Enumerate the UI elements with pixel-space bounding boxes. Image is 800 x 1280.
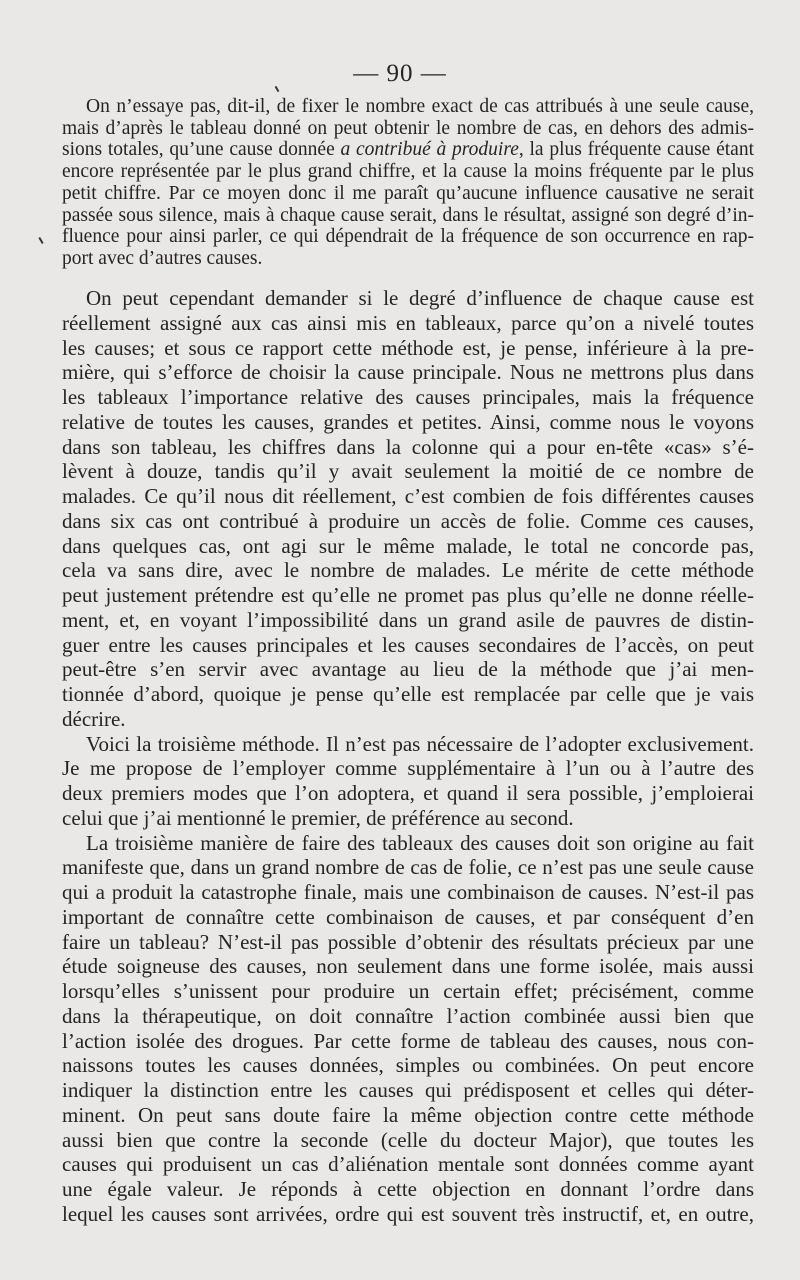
text-line: mais d’après le tableau donné on peut obtenir le nombre de cas, en dehors des admis- [62,117,754,139]
text-line: On n’essaye pas, dit-il, de fixer le nombre exact de cas attribués à une seule cause, [86,96,754,117]
text-line: naissons toutes les causes données, simples ou combinées. On peut encore [62,1053,754,1078]
text-line: relative de toutes les causes, grandes et petites. Ainsi, comme nous le voyons [62,409,754,434]
text-line: dans la thérapeutique, on doit connaître l’action combinée aussi bien que [62,1003,754,1028]
text-line: causes qui produisent un cas d’aliénation mentale sont données comme ayant [62,1152,754,1177]
text-line: manifeste que, dans un grand nombre de cas de folie, ce n’est pas une seule cause [62,855,754,880]
text-line: indiquer la distinction entre les causes qui prédisposent et celles qui déter- [62,1078,754,1102]
text-line: petit chiffre. Par ce moyen donc il me paraît qu’aucune influence causative ne serait [62,182,754,204]
text-line: deux premiers modes que l’on adoptera, et quand il sera possible, j’emploierai [62,781,754,805]
text-line: celui que j’ai mentionné le premier, de préférence au second. [62,805,574,830]
text-line: cela va sans dire, avec le nombre de malades. Le mérite de cette méthode [62,558,754,583]
text-line: peut-être s’en servir avec avantage au lieu de la méthode que j’ai men- [62,657,754,682]
text-line: faire un tableau? N’est-il pas possible d’obtenir des résultats précieux par une [62,929,754,954]
text-line: Je me propose de l’employer comme supplémentaire à l’un ou à l’autre des [62,756,754,781]
text-line: décrire. [62,706,126,731]
text-line: fluence pour ainsi parler, ce qui dépendrait de la fréquence de son occurrence en rap- [62,226,754,248]
text-line: Voici la troisième méthode. Il n’est pas nécessaire de l’adopter exclusivement. [86,731,754,756]
text-line: dans quelques cas, ont agi sur le même malade, le total ne concorde pas, [62,533,754,558]
text-fragment: sions totales, qu’une cause donnée a contribué à produire, la plus fréquente cause étant [62,139,754,161]
text-line [62,139,754,161]
text-line: mière, qui s’efforce de choisir la cause principale. Nous ne mettrons plus dans [62,360,754,385]
text-line: passée sous silence, mais à chaque cause serait, dans le résultat, assigné son degré d’in- [62,204,754,226]
ink-mark [38,237,43,244]
text-line: La troisième manière de faire des tableaux des causes doit son origine au fait [86,830,754,855]
text-line: dans son tableau, les chiffres dans la colonne qui a pour en-tête «cas» s’é- [62,434,754,459]
text-line: les tableaux l’importance relative des causes principales, mais la fréquence [62,385,754,409]
text-line: important de connaître cette combinaison de causes, et par conséquent d’en [62,904,754,929]
text-line: l’action isolée des drogues. Par cette forme de tableau des causes, nous con- [62,1028,754,1053]
text-line: réellement assigné aux cas ainsi mis en tableaux, parce qu’on a nivelé toutes [62,310,754,335]
text-line: lèvent à douze, tandis qu’il y avait seulement la moitié de ce nombre de [62,459,754,484]
italic-phrase: a contribué à produire [340,139,519,161]
main-text [62,286,754,1227]
text-line: On peut cependant demander si le degré d’influence de chaque cause est [86,286,754,310]
text-line: port avec d’autres causes. [62,247,263,269]
text-line: aussi bien que contre la seconde (celle du docteur Major), que toutes les [62,1127,754,1152]
text-line: malades. Ce qu’il nous dit réellement, c’est combien de fois différentes causes [62,484,754,508]
text-line: encore représentée par le plus grand chiffre, et la cause la moins fréquente par le plus [62,161,754,183]
paragraph-quotation [62,96,754,270]
text-line: les causes; et sous ce rapport cette méthode est, je pense, inférieure à la pre- [62,335,754,360]
text-line: dans six cas ont contribué à produire un accès de folie. Comme ces causes, [62,508,754,533]
text-line: minent. On peut sans doute faire la même objection contre cette méthode [62,1102,754,1127]
text-line: peut justement prétendre est qu’elle ne promet pas plus qu’elle ne donne réelle- [62,583,754,607]
text-line: lequel les causes sont arrivées, ordre qui est souvent très instructif, et, en outre, [62,1201,754,1226]
page-number: — 90 — [353,60,447,87]
text-line: lorsqu’elles s’unissent pour produire un certain effet; précisément, comme [62,979,754,1003]
text-line: ment, et, en voyant l’impossibilité dans un grand asile de pauvres de distin- [62,607,754,632]
text-line: étude soigneuse des causes, non seulement dans une forme isolée, mais aussi [62,954,754,979]
text-line: qui a produit la catastrophe finale, mais une combinaison de causes. N’est-il pas [62,880,754,904]
text-line: une égale valeur. Je réponds à cette objection en donnant l’ordre dans [62,1177,754,1201]
text-line: guer entre les causes principales et les causes secondaires de l’accès, on peut [62,632,754,657]
text-line: tionnée d’abord, quoique je pense qu’elle est remplacée par celle que je vais [62,682,754,706]
